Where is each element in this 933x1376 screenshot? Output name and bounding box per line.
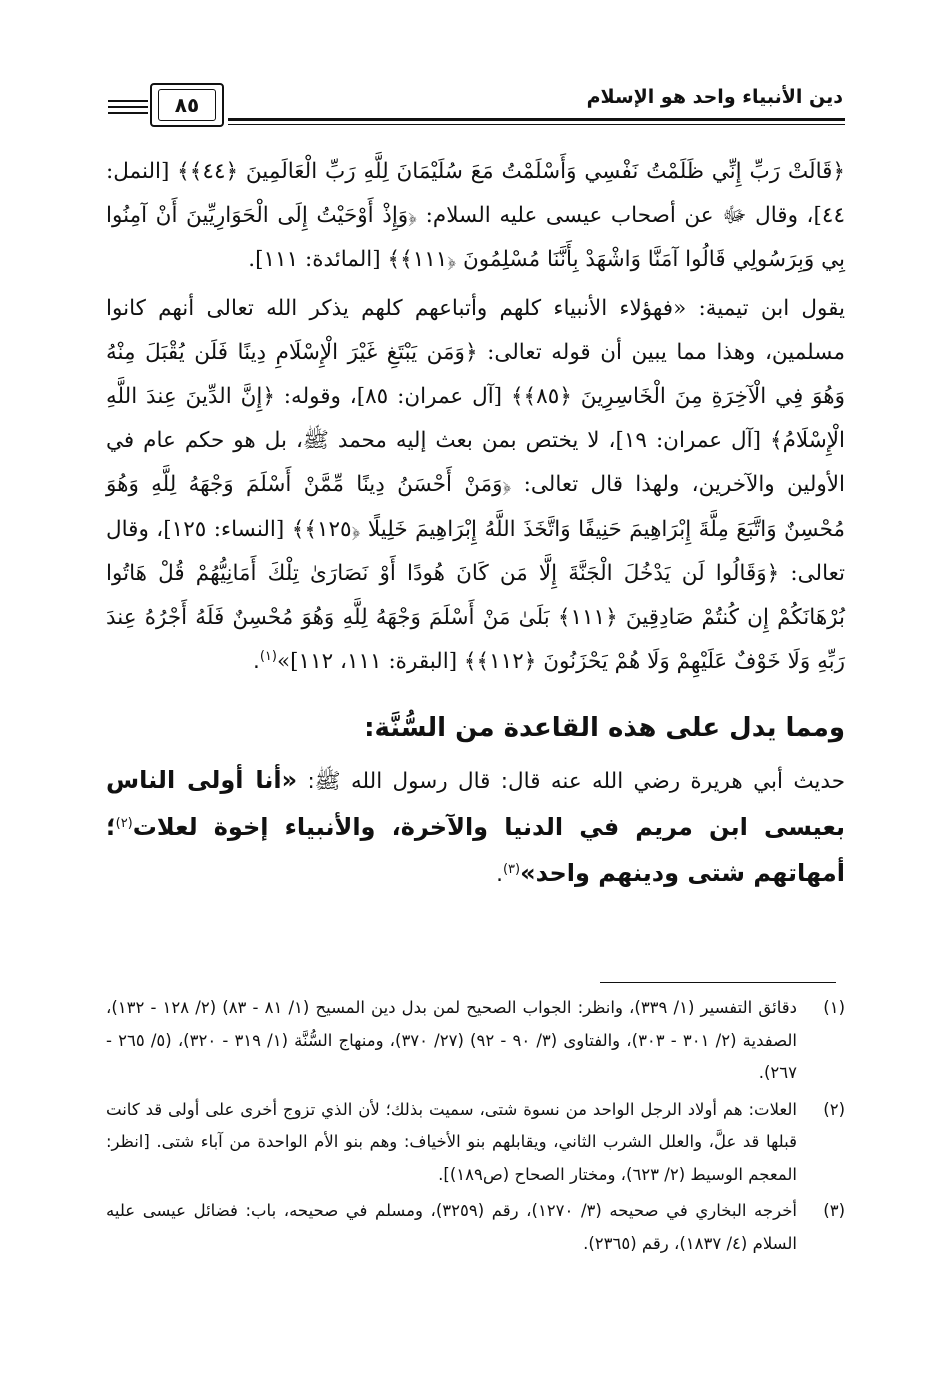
hadith-text-cont: ؛ أمهاتهم شتى ودينهم واحد» [106,812,845,887]
page-number: ٨٥ [158,89,216,121]
footnote-number: (٣) [823,1201,845,1220]
header-rule [228,118,845,121]
main-text [106,150,845,897]
paragraph-hadith: حديث أبي هريرة رضي الله عنه قال: قال رسول الله ﷺ: «أنا أولى الناس بعيسى ابن مريم في الدنيا والآخرة، والأنبياء إخوة لعلات$^{(٢)}$؛ أمهاتهم شتى ودينهم واحد»$^{(٣)}$. [106,766,845,887]
footnote-number: (٢) [823,1099,845,1119]
footnote-number: (١) [823,998,845,1017]
hadith-text: «أنا أولى الناس بعيسى ابن مريم في الدنيا والآخرة، والأنبياء إخوة لعلات [106,766,845,841]
header-rule-thin [228,124,845,125]
footnote-ref: (٣) [502,861,521,877]
footnote-text: دقائق التفسير (١/ ٣٣٩)، وانظر: الجواب الصحيح لمن بدل دين المسيح (١/ ٨١ - ٨٣) (٢/ ١٢٨ - ١٣٢)، الصفدية (٢/ ٣٠١ - ٣٠٣)، والفتاوى (٣/ ٩٠ - ٩٢) (٢٧/ ٣٧٠)، ومنهاج السُّنَّة (١/ ٣١٩ - ٣٢٠)، (٥/ ٢٦٥ - ٢٦٧). [106,998,797,1082]
footnote [106,992,845,1090]
hadith-intro: حديث أبي هريرة رضي الله عنه قال: قال رسول الله ﷺ: [297,769,845,795]
page-number-ornament-line [108,106,148,108]
footnote-ref: (١) [259,649,277,665]
section-heading: ومما يدل على هذه القاعدة من السُّنَّة: [364,713,845,744]
paragraph-ibn-taymiyyah: يقول ابن تيمية: «فهؤلاء الأنبياء كلهم وأتباعهم كلهم يذكر الله تعالى أنهم كانوا مسلمين، وهذا مما يبين أن قوله تعالى: ﴿وَمَن يَبْتَغِ غَيْرَ الْإِسْلَامِ دِينًا فَلَن يُقْبَلَ مِنْهُ وَهُوَ فِي الْآخِرَةِ مِنَ الْخَاسِرِينَ ﴿٨٥﴾﴾ [آل عمران: ٨٥]، وقوله: ﴿إِنَّ الدِّينَ عِندَ اللَّهِ الْإِسْلَامُ﴾ [آل عمران: ١٩]، لا يختص بمن بعث إليه محمد ﷺ، بل هو حكم عام في الأولين والآخرين، ولهذا قال تعالى: ﴿وَمَنْ أَحْسَنُ دِينًا مِّمَّنْ أَسْلَمَ وَجْهَهُ لِلَّهِ وَهُوَ مُحْسِنٌ وَاتَّبَعَ مِلَّةَ إِبْرَاهِيمَ حَنِيفًا وَاتَّخَذَ اللَّهُ إِبْرَاهِيمَ خَلِيلًا ﴿١٢٥﴾﴾ [النساء: ١٢٥]، وقال تعالى: ﴿وَقَالُوا لَن يَدْخُلَ الْجَنَّةَ إِلَّا مَن كَانَ هُودًا أَوْ نَصَارَىٰ تِلْكَ أَمَانِيُّهُمْ قُلْ هَاتُوا بُرْهَانَكُمْ إِن كُنتُمْ صَادِقِينَ ﴿١١١﴾ بَلَىٰ مَنْ أَسْلَمَ وَجْهَهُ لِلَّهِ وَهُوَ مُحْسِنٌ فَلَهُ أَجْرُهُ عِندَ رَبِّهِ وَلَا خَوْفٌ عَلَيْهِمْ وَلَا هُمْ يَحْزَنُونَ ﴿١١٢﴾﴾ [البقرة: ١١١، ١١٢]»$^{(١)}$. [106,295,845,675]
footnote-separator [600,982,836,983]
paragraph-text: يقول ابن تيمية: «فهؤلاء الأنبياء كلهم وأتباعهم كلهم يذكر الله تعالى أنهم كانوا مسلمين، وهذا مما يبين أن قوله تعالى: ﴿وَمَن يَبْتَغِ غَيْرَ الْإِسْلَامِ دِينًا فَلَن يُقْبَلَ مِنْهُ وَهُوَ فِي الْآخِرَةِ مِنَ الْخَاسِرِينَ ﴿٨٥﴾﴾ [آل عمران: ٨٥]، وقوله: ﴿إِنَّ الدِّينَ عِندَ اللَّهِ الْإِسْلَامُ﴾ [آل عمران: ١٩]، لا يختص بمن بعث إليه محمد ﷺ، بل هو حكم عام في الأولين والآخرين، ولهذا قال تعالى: ﴿وَمَنْ أَحْسَنُ دِينًا مِّمَّنْ أَسْلَمَ وَجْهَهُ لِلَّهِ وَهُوَ مُحْسِنٌ وَاتَّبَعَ مِلَّةَ إِبْرَاهِيمَ حَنِيفًا وَاتَّخَذَ اللَّهُ إِبْرَاهِيمَ خَلِيلًا ﴿١٢٥﴾﴾ [النساء: ١٢٥]، وقال تعالى: ﴿وَقَالُوا لَن يَدْخُلَ الْجَنَّةَ إِلَّا مَن كَانَ هُودًا أَوْ نَصَارَىٰ تِلْكَ أَمَانِيُّهُمْ قُلْ هَاتُوا بُرْهَانَكُمْ إِن كُنتُمْ صَادِقِينَ ﴿١١١﴾ بَلَىٰ مَنْ أَسْلَمَ وَجْهَهُ لِلَّهِ وَهُوَ مُحْسِنٌ فَلَهُ أَجْرُهُ عِندَ رَبِّهِ وَلَا خَوْفٌ عَلَيْهِمْ وَلَا هُمْ يَحْزَنُونَ ﴿١١٢﴾﴾ [البقرة: ١١١، ١١٢]» [106,295,845,675]
page-number-ornament-line [108,100,148,102]
footnote [106,1195,845,1260]
footnote [106,1094,845,1192]
page-number-ornament-line [108,112,148,114]
footnote-ref: (٢) [115,815,133,831]
footnote-text: العلات: هم أولاد الرجل الواحد من نسوة شتى، سميت بذلك؛ لأن الذي تزوج أخرى على أولى قد كانت قبلها قد علَّ، والعلل الشرب الثاني، ويقابلهم بنو الأخياف: وهم بنو الأم الواحدة من آباء شتى. [انظر: المعجم الوسيط (٢/ ٦٢٣)، ومختار الصحاح (ص١٨٩)]. [106,1099,797,1184]
footnotes [106,992,845,1264]
footnote-text: أخرجه البخاري في صحيحه (٣/ ١٢٧٠)، رقم (٣٢٥٩)، ومسلم في صحيحه، باب: فضائل عيسى عليه السلام (٤/ ١٨٣٧)، رقم (٢٣٦٥). [106,1201,797,1253]
running-title: دين الأنبياء واحد هو الإسلام [586,86,843,108]
paragraph-quran-quotes: ﴿قَالَتْ رَبِّ إِنِّي ظَلَمْتُ نَفْسِي وَأَسْلَمْتُ مَعَ سُلَيْمَانَ لِلَّهِ رَبِّ الْعَالَمِينَ ﴿٤٤﴾﴾ [النمل: ٤٤]، وقال ﷻ عن أصحاب عيسى عليه السلام: ﴿وَإِذْ أَوْحَيْتُ إِلَى الْحَوَارِيِّينَ أَنْ آمِنُوا بِي وَبِرَسُولِي قَالُوا آمَنَّا وَاشْهَدْ بِأَنَّنَا مُسْلِمُونَ ﴿١١١﴾﴾ [المائدة: ١١١]. [106,159,845,273]
